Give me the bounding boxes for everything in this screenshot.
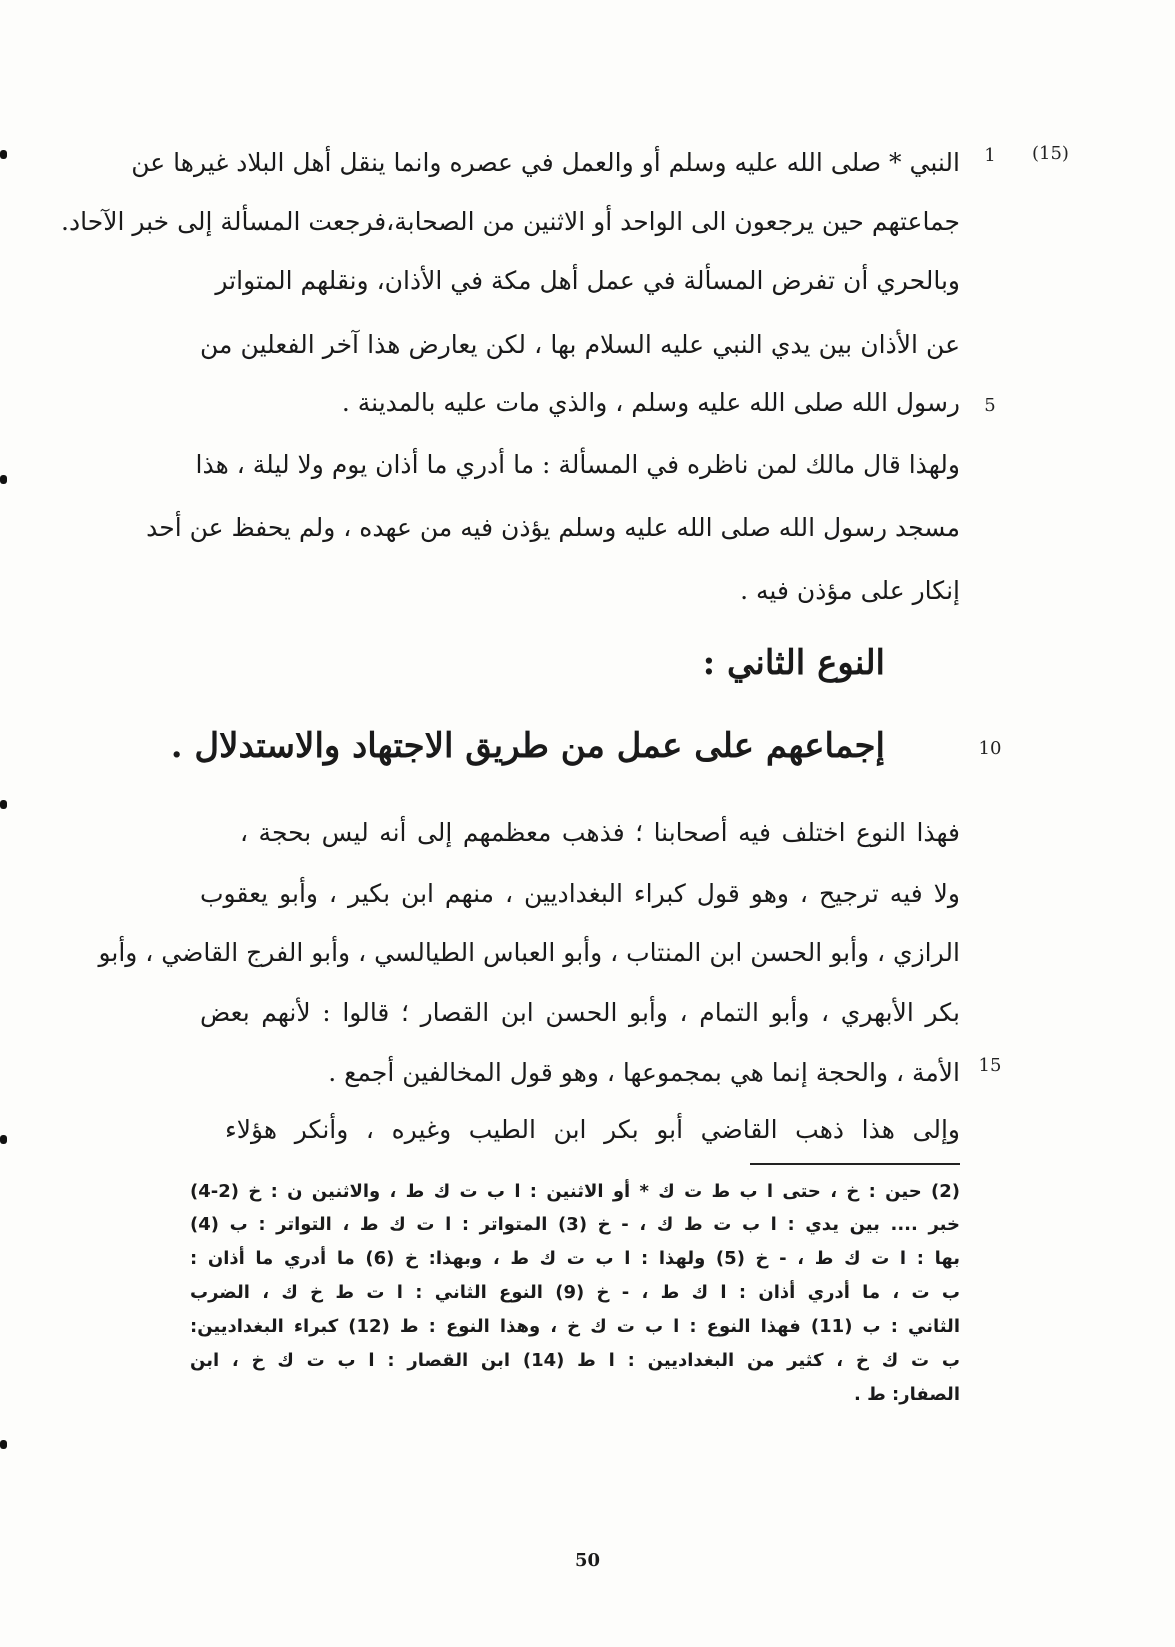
footnote-line: بها : ا ت ك ط ، - خ (5) ولهذا : ا ب ت ك ط ، وبهذا: خ (6) ما أدري ما أذان : bbox=[190, 1248, 960, 1269]
body-line: فهذا النوع اختلف فيه أصحابنا ؛ فذهب معظمهم إلى أنه ليس بحجة ، bbox=[240, 818, 960, 847]
scan-mark bbox=[0, 1440, 7, 1449]
body-line: رسول الله صلى الله عليه وسلم ، والذي مات عليه بالمدينة . bbox=[341, 388, 960, 417]
body-line: ولا فيه ترجيح ، وهو قول كبراء البغداديين ، منهم ابن بكير ، وأبو يعقوب bbox=[200, 879, 960, 908]
body-line: عن الأذان بين يدي النبي عليه السلام بها ، لكن يعارض هذا آخر الفعلين من bbox=[200, 330, 960, 359]
footnote-line: الصفار: ط . bbox=[853, 1384, 960, 1405]
footnote-line: ب ت ، ما أدري أذان : ا ك ط ، - خ (9) النوع الثاني : ا ت ط خ ك ، الضرب bbox=[190, 1282, 960, 1303]
body-line: وبالحري أن تفرض المسألة في عمل أهل مكة في الأذان، ونقلهم المتواتر bbox=[215, 266, 960, 295]
scan-mark bbox=[0, 475, 7, 484]
scan-mark bbox=[0, 800, 7, 809]
footnote-line: الثاني : ب (11) فهذا النوع : ا ب ت ك خ ، وهذا النوع : ط (12) كبراء البغداديين: bbox=[190, 1316, 960, 1337]
body-line: إنكار على مؤذن فيه . bbox=[740, 576, 960, 605]
margin-reference: (15) bbox=[1032, 143, 1069, 164]
footnote-line: خبر .... بين يدي : ا ب ت ط ك ، - خ (3) المتواتر : ا ت ك ط ، التواتر : ب (4) bbox=[190, 1214, 960, 1235]
line-number: 10 bbox=[978, 738, 1002, 759]
line-number: 15 bbox=[978, 1055, 1002, 1076]
body-line: بكر الأبهري ، وأبو التمام ، وأبو الحسن ابن القصار ؛ قالوا : لأنهم بعض bbox=[200, 998, 960, 1027]
section-subheading: إجماعهم على عمل من طريق الاجتهاد والاستدلال . bbox=[170, 726, 885, 766]
section-heading: النوع الثاني : bbox=[702, 643, 885, 683]
body-line: مسجد رسول الله صلى الله عليه وسلم يؤذن فيه من عهده ، ولم يحفظ عن أحد bbox=[146, 513, 960, 542]
body-line: النبي * صلى الله عليه وسلم أو والعمل في عصره وانما ينقل أهل البلاد غيرها عن bbox=[131, 148, 960, 177]
footnote-line: ب ت ك خ ، كثير من البغداديين : ا ط (14) ابن القصار : ا ب ت ك خ ، ابن bbox=[190, 1350, 960, 1371]
body-line: الرازي ، وأبو الحسن ابن المنتاب ، وأبو العباس الطيالسي ، وأبو الفرج القاضي ، وأبو bbox=[98, 938, 960, 967]
body-line: جماعتهم حين يرجعون الى الواحد أو الاثنين من الصحابة،فرجعت المسألة إلى خبر الآحاد. bbox=[61, 207, 960, 236]
body-line: وإلى هذا ذهب القاضي أبو بكر ابن الطيب وغيره ، وأنكر هؤلاء bbox=[225, 1115, 960, 1144]
scan-mark bbox=[0, 150, 7, 159]
line-number: 1 bbox=[984, 145, 996, 166]
body-line: الأمة ، والحجة إنما هي بمجموعها ، وهو قول المخالفين أجمع . bbox=[328, 1058, 960, 1087]
scan-mark bbox=[0, 1135, 7, 1144]
page-number: 50 bbox=[574, 1550, 601, 1571]
body-line: ولهذا قال مالك لمن ناظره في المسألة : ما أدري ما أذان يوم ولا ليلة ، هذا bbox=[195, 450, 960, 479]
footnote-separator bbox=[750, 1163, 960, 1165]
line-number: 5 bbox=[984, 395, 996, 416]
footnote-line: (2) حين : خ ، حتى ا ب ط ت ك * أو الاثنين : ا ب ت ك ط ، والاثنين ن : خ (2-4) bbox=[190, 1181, 960, 1202]
